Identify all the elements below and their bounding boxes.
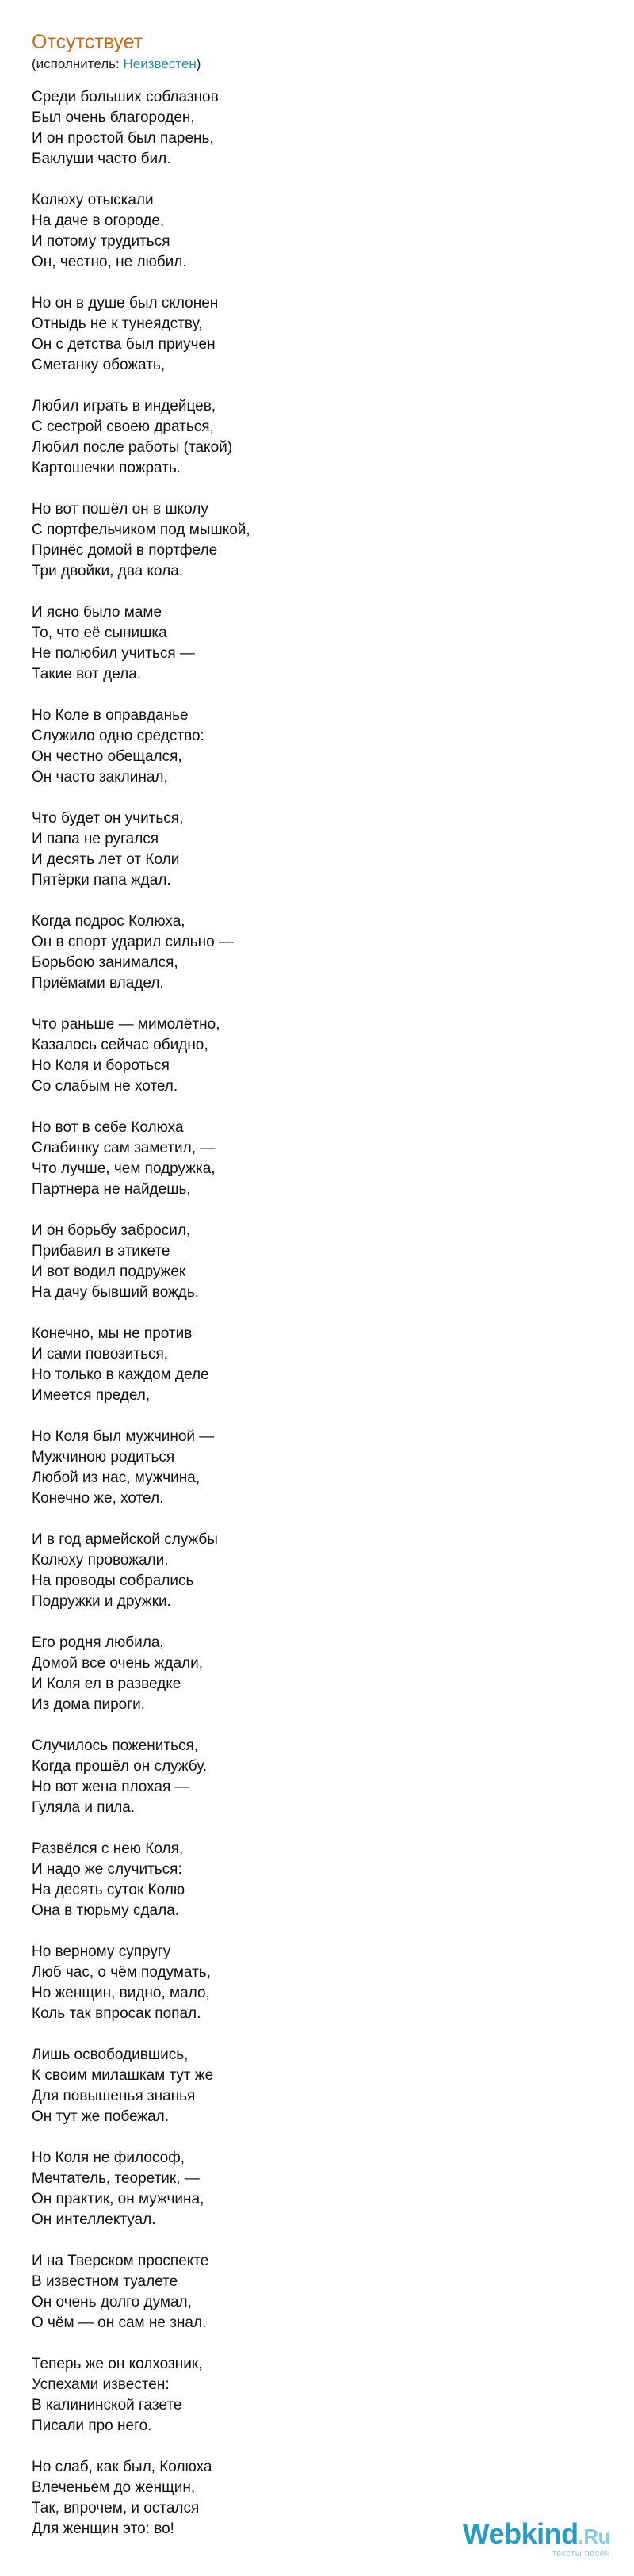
lyric-line: На десять суток Колю <box>32 1882 185 1898</box>
lyric-line: Что будет он учиться, <box>32 810 184 827</box>
lyric-line: Он очень долго думал, <box>32 2294 192 2310</box>
lyric-line: Когда подрос Колюха, <box>32 913 185 930</box>
stanza <box>32 499 602 582</box>
lyric-line: И на Тверском проспекте <box>32 2253 209 2269</box>
lyric-line: Теперь же он колхозник, <box>32 2356 203 2372</box>
lyric-line: Конечно же, хотел. <box>32 1490 164 1507</box>
lyric-line: В известном туалете <box>32 2273 178 2290</box>
lyric-line: И десять лет от Коли <box>32 851 180 868</box>
lyric-line: Он часто заклинал, <box>32 769 168 785</box>
lyric-line: Колюху провожали. <box>32 1552 169 1569</box>
lyric-line: И в год армейской службы <box>32 1531 218 1548</box>
lyric-line: Любил после работы (такой) <box>32 439 233 456</box>
logo-brand: Webkind <box>462 2517 579 2550</box>
stanza <box>32 1633 602 1715</box>
lyric-line: И он борьбу забросил, <box>32 1222 191 1239</box>
lyric-line: Три двойки, два кола. <box>32 563 184 579</box>
stanza <box>32 1427 602 1509</box>
lyric-line: Картошечки пожрать. <box>32 460 181 476</box>
lyric-line: С портфельчиком под мышкой, <box>32 522 250 538</box>
byline <box>32 55 602 73</box>
stanza <box>32 705 602 788</box>
lyric-line: На проводы собрались <box>32 1573 194 1589</box>
lyric-line: Прибавил в этикете <box>32 1243 170 1259</box>
lyric-line: Так, впрочем, и остался <box>32 2500 200 2517</box>
lyric-line: Из дома пироги. <box>32 1696 146 1713</box>
stanza <box>32 1530 602 1612</box>
lyric-line: То, что её сынишка <box>32 625 167 641</box>
lyric-line: Что раньше — мимолётно, <box>32 1016 220 1033</box>
lyric-line: Влеченьем до женщин, <box>32 2479 196 2496</box>
lyric-line: Но только в каждом деле <box>32 1366 209 1383</box>
lyric-line: Имеется предел, <box>32 1387 151 1404</box>
lyric-line: Случилось пожениться, <box>32 1737 199 1754</box>
lyric-line: Мужчиною родиться <box>32 1449 175 1466</box>
lyric-line: Мечтатель, теоретик, — <box>32 2170 200 2187</box>
lyrics-body <box>32 87 602 2540</box>
lyrics-page <box>32 30 602 2560</box>
stanza <box>32 293 602 376</box>
stanza <box>32 912 602 994</box>
lyric-line: Сметанку обожать, <box>32 357 166 373</box>
lyric-line: Когда прошёл он службу. <box>32 1758 208 1775</box>
artist-link[interactable]: Неизвестен <box>123 56 197 71</box>
lyric-line: Но Коля был мужчиной — <box>32 1428 215 1445</box>
lyric-line: Среди больших соблазнов <box>32 89 219 105</box>
lyric-line: С сестрой своею драться, <box>32 419 214 435</box>
lyric-line: Был очень благороден, <box>32 109 195 126</box>
lyric-line: Успехами известен: <box>32 2376 170 2393</box>
lyric-line: Она в тюрьму сдала. <box>32 1902 180 1919</box>
lyric-line: Но Коля и бороться <box>32 1057 170 1074</box>
lyric-line: Казалось сейчас обидно, <box>32 1037 208 1053</box>
lyric-line: Борьбою занимался, <box>32 954 178 971</box>
lyric-line: И папа не ругался <box>32 831 159 847</box>
lyric-line: Но Коля не философ, <box>32 2150 185 2166</box>
lyric-line: Но женщин, видно, мало, <box>32 1985 210 2001</box>
lyric-line: И он простой был парень, <box>32 130 214 147</box>
lyric-line: Любой из нас, мужчина, <box>32 1470 201 1486</box>
stanza <box>32 1839 602 1921</box>
stanza <box>32 1942 602 2024</box>
lyric-line: Но он в душе был склонен <box>32 295 219 311</box>
lyric-line: Его родня любила, <box>32 1634 164 1651</box>
logo-tagline: тексты песен <box>552 2549 610 2559</box>
lyric-line: Он честно обещался, <box>32 748 182 765</box>
lyric-line: Писали про него. <box>32 2417 152 2434</box>
lyric-line: И надо же случиться: <box>32 1861 182 1878</box>
lyric-line: Лишь освободившись, <box>32 2047 189 2063</box>
stanza <box>32 87 602 170</box>
webkind-logo[interactable] <box>462 2517 610 2559</box>
lyric-line: Домой все очень ждали, <box>32 1655 204 1672</box>
lyric-line: Но верному супругу <box>32 1943 171 1960</box>
lyric-line: И ясно было маме <box>32 604 162 621</box>
lyric-line: Люб час, о чём подумать, <box>32 1964 211 1981</box>
lyric-line: О чём — он сам не знал. <box>32 2314 207 2331</box>
lyric-line: Для женщин это: во! <box>32 2521 174 2537</box>
lyric-line: Партнера не найдешь, <box>32 1181 191 1198</box>
stanza <box>32 2251 602 2333</box>
lyric-line: И Коля ел в разведке <box>32 1676 181 1692</box>
logo-tld: .Ru <box>578 2524 610 2548</box>
lyric-line: Гуляла и пила. <box>32 1799 136 1816</box>
lyric-line: Он тут же побежал. <box>32 2108 170 2125</box>
stanza <box>32 602 602 685</box>
lyric-line: Конечно, мы не против <box>32 1325 193 1342</box>
lyric-line: Слабинку сам заметил, — <box>32 1140 216 1156</box>
lyric-line: В калининской газете <box>32 2397 182 2414</box>
lyric-line: И сами повозиться, <box>32 1346 169 1363</box>
stanza <box>32 1015 602 1097</box>
lyric-line: На даче в огороде, <box>32 212 165 229</box>
lyric-line: Служило одно средство: <box>32 728 204 744</box>
lyric-line: Но слаб, как был, Колюха <box>32 2459 212 2475</box>
lyric-line: Приёмами владел. <box>32 975 164 992</box>
lyric-line: Баклуши часто бил. <box>32 151 171 167</box>
lyric-line: Не полюбил учиться — <box>32 645 195 662</box>
lyric-line: Он с детства был приучен <box>32 336 216 353</box>
byline-prefix: (исполнитель: <box>32 56 124 71</box>
lyric-line: Коль так впросак попал. <box>32 2005 201 2022</box>
stanza <box>32 396 602 479</box>
byline-suffix: ) <box>196 56 201 71</box>
lyric-line: Он практик, он мужчина, <box>32 2191 204 2207</box>
stanza <box>32 1221 602 1303</box>
lyric-line: Что лучше, чем подружка, <box>32 1160 216 1177</box>
lyric-line: Принёс домой в портфеле <box>32 542 218 559</box>
stanza <box>32 2148 602 2230</box>
lyric-line: Он, честно, не любил. <box>32 254 187 270</box>
stanza <box>32 808 602 891</box>
lyric-line: Такие вот дела. <box>32 666 142 682</box>
lyric-line: Но вот жена плохая — <box>32 1779 190 1795</box>
stanza <box>32 2354 602 2436</box>
lyric-line: К своим милашкам тут же <box>32 2067 214 2084</box>
logo-wordmark <box>462 2517 610 2550</box>
lyric-line: Но Коле в оправданье <box>32 707 189 724</box>
lyric-line: Он в спорт ударил сильно — <box>32 934 234 950</box>
lyric-line: Для повышенья знанья <box>32 2088 196 2104</box>
lyric-line: Колюху отыскали <box>32 192 154 208</box>
lyric-line: Но вот пошёл он в школу <box>32 501 208 518</box>
lyric-line: Отныдь не к тунеядству, <box>32 315 203 332</box>
lyric-line: И потому трудиться <box>32 233 170 250</box>
lyric-line: И вот водил подружек <box>32 1263 186 1280</box>
lyric-line: Любил играть в индейцев, <box>32 398 216 415</box>
lyric-line: Подружки и дружки. <box>32 1593 171 1610</box>
song-title: Отсутствует <box>32 31 143 53</box>
lyric-line: На дачу бывший вождь. <box>32 1284 200 1301</box>
lyric-line: Но вот в себе Колюха <box>32 1119 184 1136</box>
stanza <box>32 190 602 273</box>
stanza <box>32 1736 602 1818</box>
lyric-line: Пятёрки папа ждал. <box>32 872 171 889</box>
lyric-line: Развёлся с нею Коля, <box>32 1840 184 1857</box>
stanza <box>32 1324 602 1406</box>
stanza <box>32 1118 602 1200</box>
stanza <box>32 2045 602 2127</box>
lyric-line: Со слабым не хотел. <box>32 1078 178 1095</box>
lyric-line: Он интеллектуал. <box>32 2211 156 2228</box>
